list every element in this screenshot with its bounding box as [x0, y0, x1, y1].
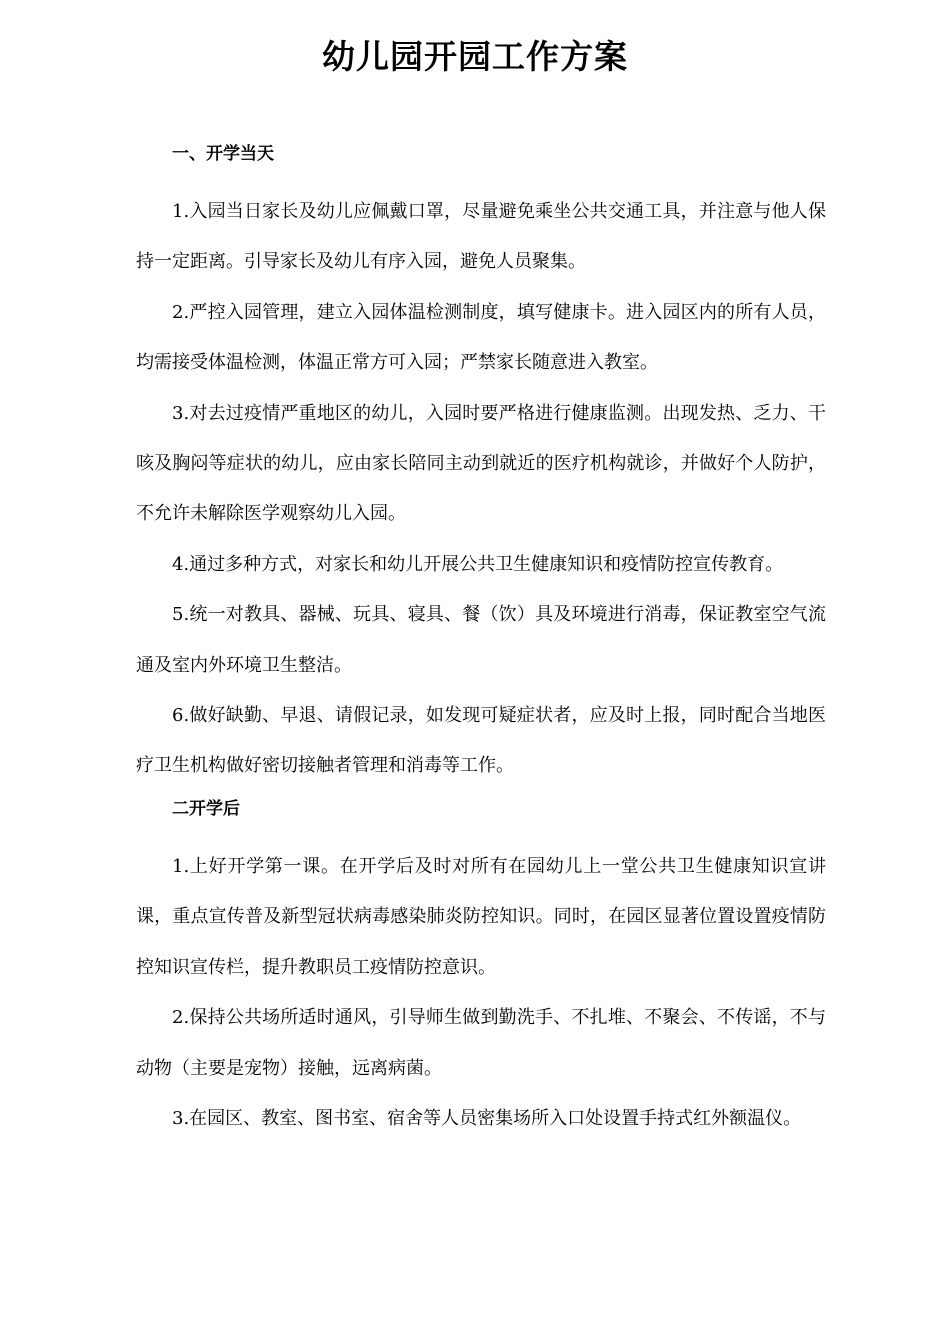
- paragraph: 3.在园区、教室、图书室、宿舍等人员密集场所入口处设置手持式红外额温仪。: [172, 1107, 802, 1129]
- paragraph: 3.对去过疫情严重地区的幼儿，入园时要严格进行健康监测。出现发热、乏力、干咳及胸闷等症状的幼儿，应由家长陪同主动到就近的医疗机构就诊，并做好个人防护，不允许未解除医学观察幼儿入园。: [136, 402, 826, 525]
- document-body: [136, 137, 826, 1144]
- paragraph: 1.上好开学第一课。在开学后及时对所有在园幼儿上一堂公共卫生健康知识宣讲课，重点宣传普及新型冠状病毒感染肺炎防控知识。同时，在园区显著位置设置疫情防控知识宣传栏，提升教职员工疫情防控意识。: [136, 855, 826, 978]
- paragraph: 6.做好缺勤、早退、请假记录，如发现可疑症状者，应及时上报，同时配合当地医疗卫生机构做好密切接触者管理和消毒等工作。: [136, 705, 826, 777]
- paragraph: 4.通过多种方式，对家长和幼儿开展公共卫生健康知识和疫情防控宣传教育。: [172, 553, 784, 575]
- section-heading: 二开学后: [172, 798, 240, 819]
- section-opening-day: [136, 137, 826, 792]
- section-after-opening: [136, 792, 826, 1144]
- section-heading: 一、开学当天: [172, 144, 274, 164]
- document-title: 幼儿园开园工作方案: [322, 37, 628, 76]
- paragraph: 2.保持公共场所适时通风，引导师生做到勤洗手、不扎堆、不聚会、不传谣，不与动物（主要是宠物）接触，远离病菌。: [136, 1007, 826, 1079]
- paragraph: 2.严控入园管理，建立入园体温检测制度，填写健康卡。进入园区内的所有人员，均需接受体温检测，体温正常方可入园；严禁家长随意进入教室。: [136, 301, 826, 374]
- paragraph: 1.入园当日家长及幼儿应佩戴口罩，尽量避免乘坐公共交通工具，并注意与他人保持一定距离。引导家长及幼儿有序入园，避免人员聚集。: [136, 201, 826, 273]
- paragraph: 5.统一对教具、器械、玩具、寝具、餐（饮）具及环境进行消毒，保证教室空气流通及室内外环境卫生整洁。: [136, 604, 826, 676]
